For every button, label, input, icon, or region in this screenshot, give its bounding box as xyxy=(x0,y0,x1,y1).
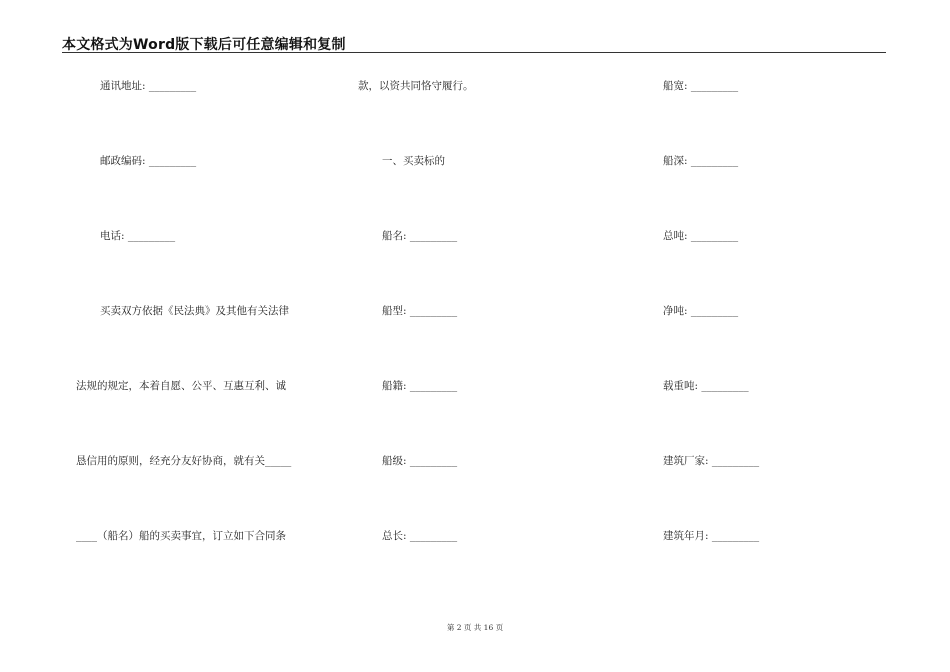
field-build-date: 建筑年月: _________ xyxy=(663,530,760,542)
field-mailing-address: 通讯地址: _________ xyxy=(100,80,197,92)
field-ship-type: 船型: _________ xyxy=(382,305,458,317)
field-deadweight-tonnage: 载重吨: _________ xyxy=(663,380,749,392)
header-title: 本文格式为Word版下载后可任意编辑和复制 xyxy=(62,37,346,53)
field-ship-depth: 船深: _________ xyxy=(663,155,739,167)
field-overall-length: 总长: _________ xyxy=(382,530,458,542)
field-ship-class: 船级: _________ xyxy=(382,455,458,467)
field-ship-width: 船宽: _________ xyxy=(663,80,739,92)
page-footer xyxy=(0,622,950,633)
field-ship-registry: 船籍: _________ xyxy=(382,380,458,392)
paragraph-line-5: 款，以资共同恪守履行。 xyxy=(358,80,474,92)
paragraph-line-1: 买卖双方依据《民法典》及其他有关法律 xyxy=(100,305,289,317)
field-gross-tonnage: 总吨: _________ xyxy=(663,230,739,242)
field-phone: 电话: _________ xyxy=(100,230,176,242)
field-postal-code: 邮政编码: _________ xyxy=(100,155,197,167)
field-shipbuilder: 建筑厂家: _________ xyxy=(663,455,760,467)
field-ship-name: 船名: _________ xyxy=(382,230,458,242)
section-heading-subject: 一、买卖标的 xyxy=(382,155,445,167)
document-header xyxy=(62,34,886,53)
paragraph-line-3: 恳信用的原则，经充分友好协商，就有关_____ xyxy=(76,455,292,467)
paragraph-line-4: ____（船名）船的买卖事宜，订立如下合同条 xyxy=(76,530,286,542)
field-net-tonnage: 净吨: _________ xyxy=(663,305,739,317)
page-number: 第 2 页 共 16 页 xyxy=(446,623,504,632)
paragraph-line-2: 法规的规定，本着自愿、公平、互惠互利、诚 xyxy=(76,380,286,392)
